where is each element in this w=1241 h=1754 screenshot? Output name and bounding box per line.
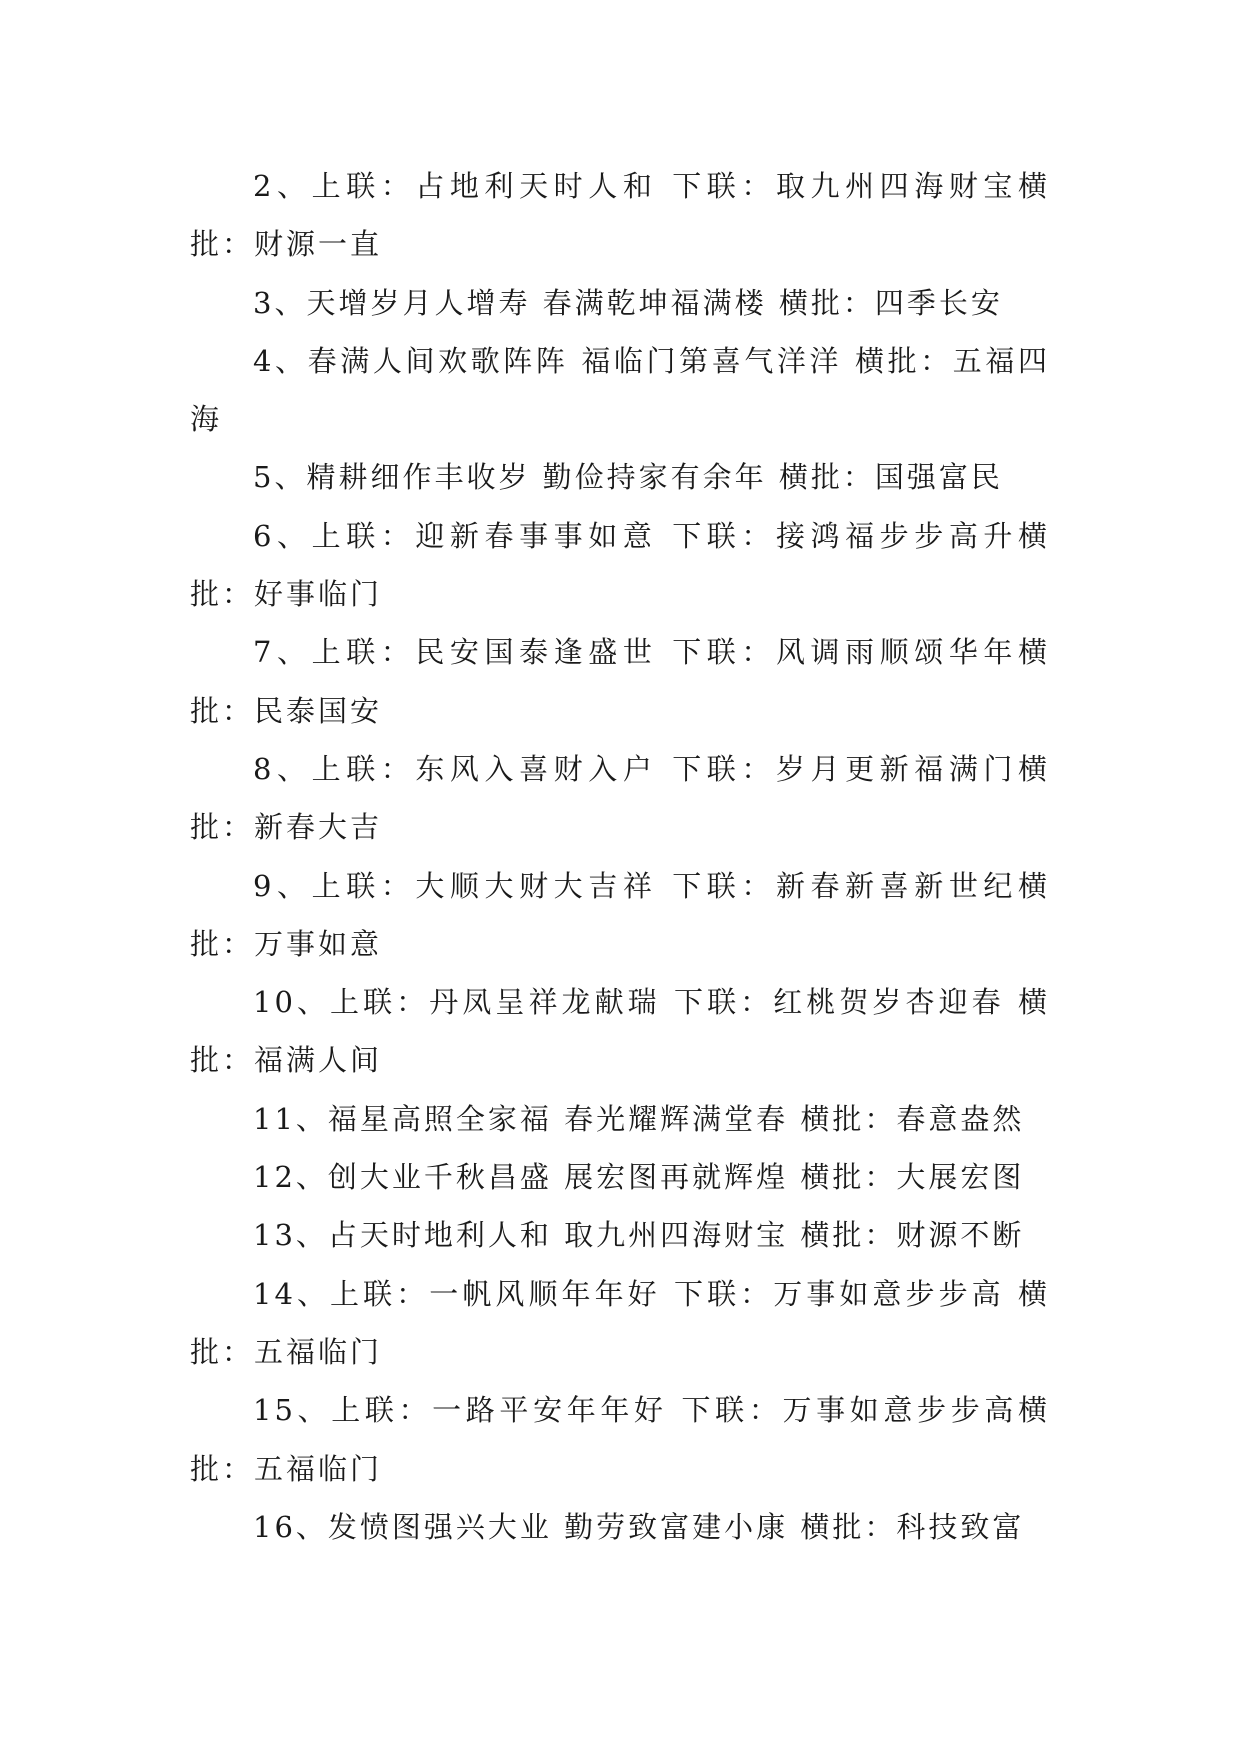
couplet-paragraph-5: 5、精耕细作丰收岁 勤俭持家有余年 横批：国强富民: [253, 460, 1003, 495]
couplet-paragraph-8: 8、上联：东风入喜财入户 下联：岁月更新福满门横批：新春大吉: [190, 751, 1050, 845]
document-body: [190, 157, 1050, 1556]
couplet-paragraph-16: 16、发愤图强兴大业 勤劳致富建小康 横批：科技致富: [253, 1509, 1025, 1544]
couplet-paragraph-15: 15、上联：一路平安年年好 下联：万事如意步步高横批：五福临门: [190, 1393, 1050, 1486]
couplet-paragraph-13: 13、占天时地利人和 取九州四海财宝 横批：财源不断: [253, 1218, 1025, 1253]
couplet-paragraph-4: 4、春满人间欢歌阵阵 福临门第喜气洋洋 横批：五福四海: [190, 343, 1050, 437]
couplet-paragraph-3: 3、天增岁月人增寿 春满乾坤福满楼 横批：四季长安: [253, 285, 1003, 320]
couplet-paragraph-14: 14、上联：一帆风顺年年好 下联：万事如意步步高 横批：五福临门: [190, 1276, 1050, 1369]
couplet-paragraph-12: 12、创大业千秋昌盛 展宏图再就辉煌 横批：大展宏图: [253, 1160, 1025, 1195]
couplet-paragraph-11: 11、福星高照全家福 春光耀辉满堂春 横批：春意盎然: [253, 1101, 1025, 1136]
couplet-paragraph-7: 7、上联：民安国泰逢盛世 下联：风调雨顺颂华年横批：民泰国安: [190, 635, 1050, 728]
couplet-paragraph-6: 6、上联：迎新春事事如意 下联：接鸿福步步高升横批：好事临门: [190, 518, 1050, 612]
couplet-paragraph-10: 10、上联：丹凤呈祥龙献瑞 下联：红桃贺岁杏迎春 横批：福满人间: [190, 985, 1050, 1078]
couplet-paragraph-9: 9、上联：大顺大财大吉祥 下联：新春新喜新世纪横批：万事如意: [190, 868, 1050, 961]
couplet-paragraph-2: 2、上联：占地利天时人和 下联：取九州四海财宝横批：财源一直: [190, 169, 1050, 262]
